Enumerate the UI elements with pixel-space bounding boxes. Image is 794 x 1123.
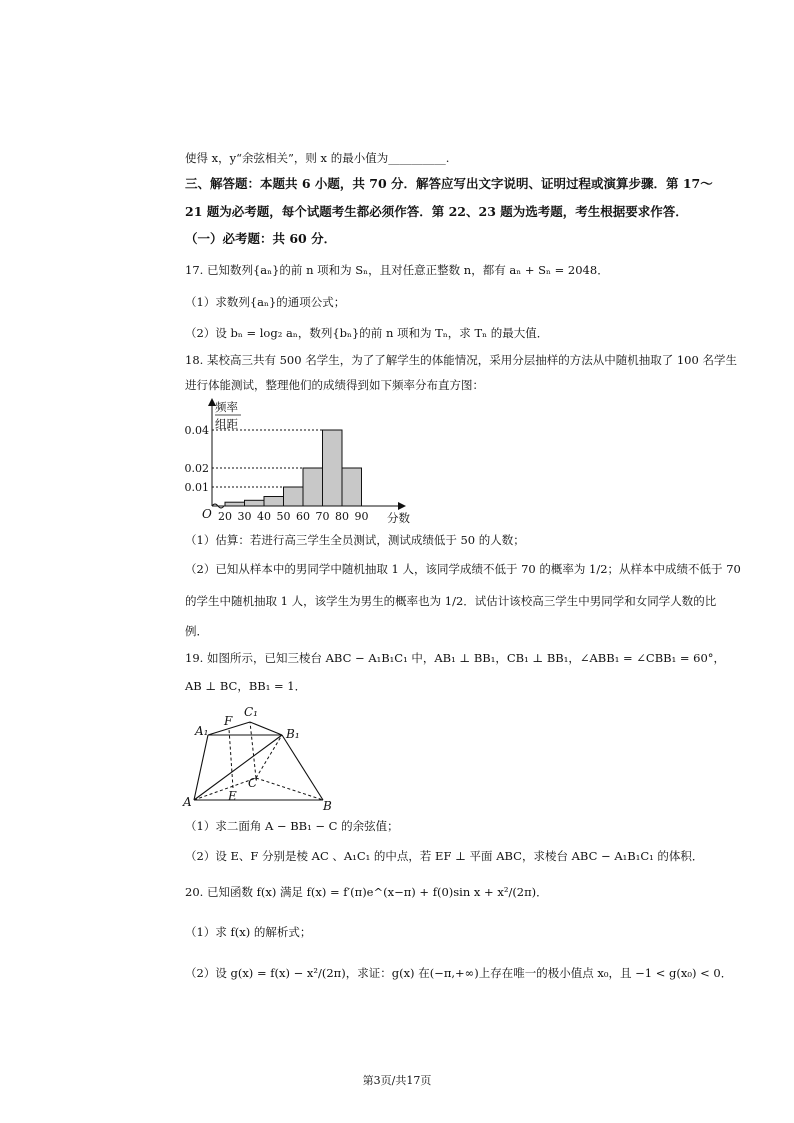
histogram-bar [323, 430, 343, 506]
edge-c-b [256, 778, 323, 800]
edge-a-b1 [194, 735, 282, 800]
histogram-chart [180, 396, 410, 530]
histogram-bar [245, 500, 265, 506]
x-tick-label: 30 [237, 510, 252, 523]
question-17: 17. 已知数列{aₙ}的前 n 项和为 Sₙ，且对任意正整数 n，都有 aₙ + Sₙ = 2048． [185, 263, 609, 277]
edge-c-b1 [256, 735, 282, 778]
question-17-part-1: （1）求数列{aₙ}的通项公式； [185, 295, 346, 309]
histogram-bar [342, 468, 362, 506]
y-axis-label-denominator: 组距 [215, 417, 238, 431]
frustum-figure [178, 700, 348, 810]
section-heading-3-cont: 21 题为必考题，每个试题考生都必须作答．第 22、23 题为选考题，考生根据要求作答． [185, 204, 688, 219]
question-19: 19. 如图所示，已知三棱台 ABC − A₁B₁C₁ 中，AB₁ ⊥ BB₁，CB₁ ⊥ BB₁，∠ABB₁ = ∠CBB₁ = 60°， [185, 651, 726, 665]
x-tick-label: 60 [296, 510, 310, 523]
edge-b-b1 [282, 735, 323, 800]
edge-a-c [194, 778, 256, 800]
question-19-part-2: （2）设 E、F 分别是棱 AC 、A₁C₁ 的中点，若 EF ⊥ 平面 ABC，求棱台 ABC − A₁B₁C₁ 的体积． [185, 849, 704, 863]
y-axis-label-numerator: 频率 [215, 400, 238, 414]
y-tick-label: 0.01 [184, 481, 209, 494]
y-tick-label: 0.02 [184, 462, 209, 475]
edge-a-a1 [194, 735, 208, 800]
question-19-part-1: （1）求二面角 A − BB₁ − C 的余弦值； [185, 819, 399, 833]
y-tick-label: 0.04 [184, 424, 209, 437]
question-18-part-1: （1）估算：若进行高三学生全员测试，测试成绩低于 50 的人数； [185, 533, 525, 547]
origin-label: O [202, 507, 212, 521]
x-axis-arrow [398, 502, 406, 510]
question-20-part-2: （2）设 g(x) = f(x) − x²/(2π)，求证：g(x) 在(−π,+∞)上存在唯一的极小值点 x₀，且 −1 < g(x₀) < 0． [185, 966, 733, 980]
x-axis-label: 分数 [387, 511, 410, 525]
subsection-heading: （一）必考题：共 60 分． [185, 231, 337, 246]
x-tick-label: 40 [257, 510, 271, 523]
question-18-cont: 进行体能测试，整理他们的成绩得到如下频率分布直方图： [185, 378, 484, 392]
histogram-bar [284, 487, 304, 506]
label-b: B [323, 799, 332, 810]
question-18: 18. 某校高三共有 500 名学生，为了了解学生的体能情况，采用分层抽样的方法从中随机抽取了 100 名学生 [185, 353, 737, 367]
question-18-part-2-end: 例． [185, 624, 208, 638]
histogram-bar [303, 468, 323, 506]
label-c: C [248, 776, 258, 790]
x-tick-label: 20 [218, 510, 232, 523]
question-20-part-1: （1）求 f(x) 的解析式； [185, 925, 312, 939]
label-e: E [228, 789, 237, 803]
x-tick-label: 70 [315, 510, 330, 523]
x-tick-label: 80 [335, 510, 349, 523]
edge-c1-b1 [250, 722, 282, 735]
histogram-bar [264, 497, 284, 507]
label-a1: A₁ [195, 724, 209, 738]
edge-c-c1 [250, 722, 256, 778]
label-f: F [224, 714, 233, 728]
question-18-part-2: （2）已知从样本中的男同学中随机抽取 1 人，该同学成绩不低于 70 的概率为 1/2；从样本中成绩不低于 70 [185, 562, 741, 576]
text-line-1: 使得 x，y“余弦相关”，则 x 的最小值为__________. [185, 151, 450, 165]
section-heading-3: 三、解答题：本题共 6 小题，共 70 分．解答应写出文字说明、证明过程或演算步骤．第 17～ [185, 176, 713, 191]
question-17-part-2: （2）设 bₙ = log₂ aₙ，数列{bₙ}的前 n 项和为 Tₙ，求 Tₙ 的最大值． [185, 326, 549, 340]
question-20: 20. 已知函数 f(x) 满足 f(x) = f′(π)e^(x−π) + f(0)sin x + x²/(2π)． [185, 885, 548, 899]
label-b1: B₁ [286, 727, 300, 741]
page-footer: 第3页/共17页 [362, 1074, 432, 1087]
x-tick-label: 90 [354, 510, 369, 523]
question-18-part-2-cont: 的学生中随机抽取 1 人，该学生为男生的概率也为 1/2．试估计该校高三学生中男同学和女同学人数的比 [185, 594, 717, 608]
label-a: A [183, 795, 192, 809]
question-19-cont: AB ⊥ BC，BB₁ = 1． [185, 679, 307, 693]
label-c1: C₁ [244, 705, 258, 719]
x-tick-label: 50 [276, 510, 291, 523]
segment-e-f [229, 729, 233, 788]
histogram-bar [225, 502, 245, 506]
